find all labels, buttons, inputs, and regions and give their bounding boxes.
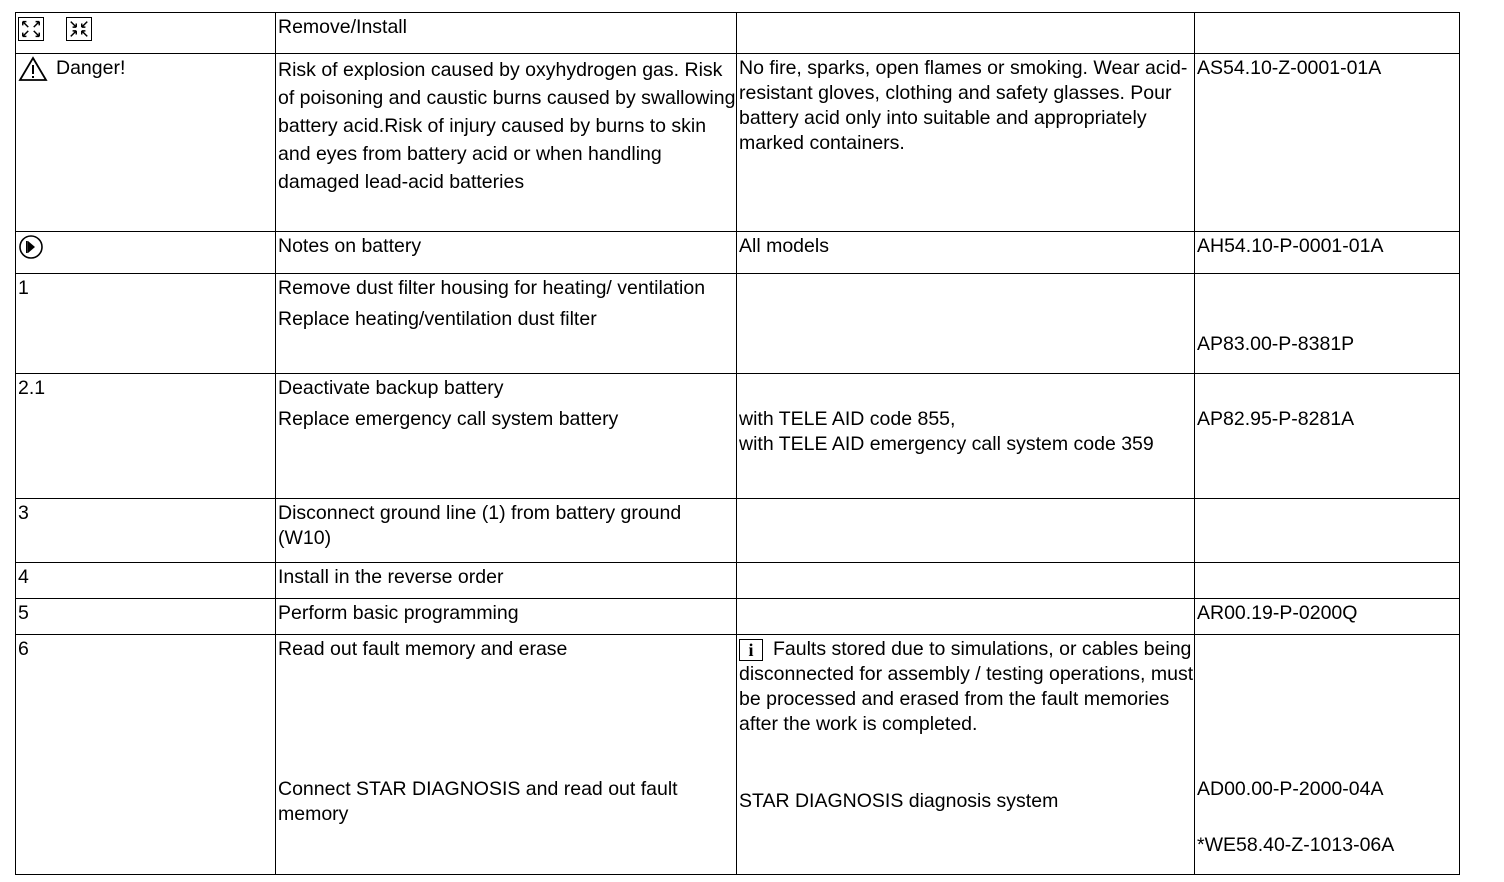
step-subtext: STAR DIAGNOSIS diagnosis system bbox=[739, 790, 1059, 812]
table-row bbox=[16, 54, 1460, 232]
danger-label: Danger! bbox=[56, 57, 126, 79]
step-condition: with TELE AID code 855, bbox=[739, 408, 956, 430]
header-icons-cell bbox=[16, 13, 276, 54]
step-text: Install in the reverse order bbox=[276, 563, 737, 599]
info-text: Faults stored due to simulations, or cables being disconnected for assembly / testing operations, must be processed and erased from the fault memories after the work is completed. bbox=[739, 638, 1194, 735]
info-note bbox=[739, 637, 1194, 737]
compress-icon bbox=[66, 17, 92, 41]
step-reference: *WE58.40-Z-1013-06A bbox=[1197, 834, 1395, 856]
danger-measures-text: No fire, sparks, open flames or smoking. Wear acid-resistant gloves, clothing and safety glasses. Pour battery acid only into suitable and appropriately marked containers. bbox=[737, 54, 1195, 232]
table-row bbox=[16, 274, 1460, 374]
table-row bbox=[16, 499, 1460, 563]
table-row bbox=[16, 599, 1460, 635]
step-number: 3 bbox=[16, 499, 276, 563]
info-icon: i bbox=[739, 639, 763, 661]
step-text: Remove dust filter housing for heating/ ventilation bbox=[278, 277, 706, 299]
step-subtext: Connect STAR DIAGNOSIS and read out fault memory bbox=[278, 778, 678, 825]
step-condition: with TELE AID emergency call system code 359 bbox=[739, 433, 1154, 455]
notes-models: All models bbox=[737, 232, 1195, 274]
step-number: 4 bbox=[16, 563, 276, 599]
step-reference: AP82.95-P-8281A bbox=[1197, 408, 1355, 430]
danger-hazard-text: Risk of explosion caused by oxyhydrogen gas. Risk of poisoning and caustic burns caused by swallowing battery acid.Risk of injury caused by burns to skin and eyes from battery acid or when handling damaged lead-acid batteries bbox=[276, 54, 737, 232]
step-subtext: Replace emergency call system battery bbox=[278, 408, 619, 430]
step-number: 1 bbox=[16, 274, 276, 374]
step-number: 5 bbox=[16, 599, 276, 635]
table-row bbox=[16, 374, 1460, 499]
step-reference: AP83.00-P-8381P bbox=[1197, 333, 1355, 355]
notes-text: Notes on battery bbox=[276, 232, 737, 274]
step-number: 6 bbox=[16, 635, 276, 875]
step-text: Disconnect ground line (1) from battery ground (W10) bbox=[276, 499, 737, 563]
table-row bbox=[16, 563, 1460, 599]
danger-reference: AS54.10-Z-0001-01A bbox=[1195, 54, 1460, 232]
step-reference: AR00.19-P-0200Q bbox=[1195, 599, 1460, 635]
step-subtext: Replace heating/ventilation dust filter bbox=[278, 308, 597, 330]
step-reference: AD00.00-P-2000-04A bbox=[1197, 778, 1384, 800]
step-text: Perform basic programming bbox=[276, 599, 737, 635]
table-row bbox=[16, 635, 1460, 875]
notes-reference: AH54.10-P-0001-01A bbox=[1195, 232, 1460, 274]
procedure-table bbox=[15, 12, 1460, 875]
step-text: Deactivate backup battery bbox=[278, 377, 504, 399]
expand-icon bbox=[18, 17, 44, 41]
note-icon bbox=[18, 234, 44, 260]
table-row bbox=[16, 232, 1460, 274]
table-row bbox=[16, 13, 1460, 54]
header-title: Remove/Install bbox=[276, 13, 737, 54]
step-number: 2.1 bbox=[16, 374, 276, 499]
warning-triangle-icon bbox=[18, 56, 48, 82]
step-text: Read out fault memory and erase bbox=[278, 638, 568, 660]
